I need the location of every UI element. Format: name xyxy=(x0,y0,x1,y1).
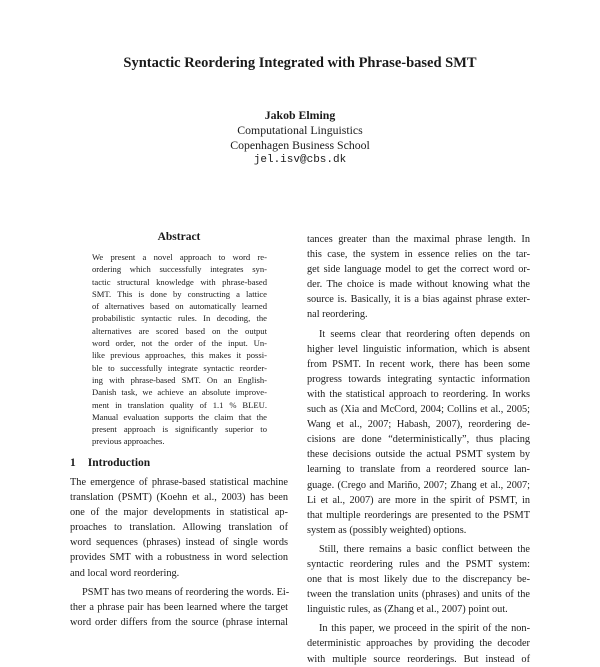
text-line: nal reordering. xyxy=(307,309,368,321)
text-line: PSMT has two means of reordering the words. Ei- xyxy=(82,586,290,598)
paragraph xyxy=(70,475,288,581)
text-line: linguistic rules, as (Zhang et al., 2007) point out. xyxy=(307,604,508,616)
author-name: Jakob Elming xyxy=(264,108,336,122)
text-line: ordering which successfully integrates syn- xyxy=(92,264,267,275)
text-line: from PSMT. In recent work, there has been some xyxy=(307,358,530,370)
text-line: one of the major developments in statistical ap- xyxy=(70,507,288,519)
text-line: learning to translate from a reordered source lan- xyxy=(307,464,530,476)
text-line: der. The choice is made without knowing what the xyxy=(307,279,530,291)
text-line: In this paper, we proceed in the spirit of the non- xyxy=(319,623,530,635)
text-line: system as (possibly weighted) options. xyxy=(307,524,467,536)
text-line: proaches to translation. Allowing translation of xyxy=(70,522,288,534)
section-title: Introduction xyxy=(87,457,151,469)
author-affiliation-school: Copenhagen Business School xyxy=(230,138,370,152)
paragraph xyxy=(92,251,267,448)
author-block xyxy=(0,108,600,168)
text-line: like previous approaches, this makes it possi- xyxy=(92,350,267,361)
text-line: probabilistic syntactic rules. In decoding, the xyxy=(92,313,267,324)
text-line: one that is most likely due to the discrepancy be- xyxy=(307,574,530,586)
text-line: tween the translation units (phrases) and units of the xyxy=(307,589,530,601)
text-line: tactic structural knowledge with phrase-based xyxy=(92,276,267,287)
paragraph xyxy=(307,621,530,666)
paragraph xyxy=(307,327,530,538)
text-line: The emergence of phrase-based statistical machine xyxy=(70,477,288,488)
paragraph xyxy=(307,232,530,323)
text-line: ing with phrase-based SMT. On an English- xyxy=(92,374,267,385)
text-line: Wang et al., 2007; Habash, 2007), reordering de- xyxy=(307,419,530,431)
text-line: with multiple source reorderings. But instead of xyxy=(307,653,530,665)
text-line: that multiple reorderings are presented to the PSMT xyxy=(307,509,530,521)
text-line: alternatives are scored based on the output xyxy=(92,325,267,336)
text-line: with the statistical approach to reordering. In works xyxy=(307,388,530,400)
text-line: ment in translation quality of 1.1 % BLEU. xyxy=(92,399,267,410)
text-line: Still, there remains a basic conflict between the xyxy=(319,543,530,555)
text-line: syntactic reordering rules and the PSMT system: xyxy=(307,558,530,570)
text-line: Li et al., 2007) are more in the spirit of PSMT, in xyxy=(307,494,530,506)
text-line: higher level linguistic information, which is absent xyxy=(307,343,530,355)
abstract-heading: Abstract xyxy=(157,231,201,243)
text-line: cisions are done “deterministically”, thus placing xyxy=(307,434,530,446)
text-line: such as (Xia and McCord, 2004; Collins et al., 2005; xyxy=(307,404,530,416)
text-line: word sequences (phrases) instead of single words xyxy=(70,537,288,549)
paper-title: Syntactic Reordering Integrated with Phrase-based SMT xyxy=(123,55,477,71)
section-number: 1 xyxy=(70,457,76,469)
text-line: progress towards integrating syntactic information xyxy=(307,373,530,385)
text-line: We present a novel approach to word re- xyxy=(92,252,267,262)
text-line: It seems clear that reordering often depends on xyxy=(319,328,530,340)
text-line: get side language model to get the correct word or- xyxy=(307,264,530,276)
abstract-body xyxy=(92,251,267,448)
author-affiliation-dept: Computational Linguistics xyxy=(237,123,363,137)
text-line: and local word reordering. xyxy=(70,567,180,579)
text-line: Manual evaluation supports the claim that the xyxy=(92,411,267,422)
text-line: Danish task, we achieve an absolute improve- xyxy=(92,387,267,398)
paragraph xyxy=(70,585,288,630)
text-line: of alternatives based on automatically learned xyxy=(92,301,267,312)
text-line: provides SMT with a robustness in word selection xyxy=(70,552,288,564)
text-line: tances greater than the maximal phrase length. In xyxy=(307,234,530,245)
text-line: word order differs from the source (phrase internal xyxy=(70,616,288,628)
text-line: word order, not the order of the input. Un- xyxy=(92,338,267,349)
text-line: ble to successfully integrate syntactic reorder- xyxy=(92,362,267,373)
text-line: SMT. This is done by constructing a lattice xyxy=(92,288,267,299)
text-line: translation (PSMT) (Koehn et al., 2003) has been xyxy=(70,492,288,504)
section-heading xyxy=(70,457,288,469)
text-line: ther a phrase pair has been learned where the target xyxy=(70,601,288,613)
paragraph xyxy=(307,542,530,617)
text-line: deterministic approaches by providing the decoder xyxy=(307,638,530,650)
author-email: jel.isv@cbs.dk xyxy=(253,154,347,166)
text-line: these decisions outside the actual PSMT system by xyxy=(307,449,530,461)
text-line: source is. Basically, it is a bias against phrase exter- xyxy=(307,294,530,306)
right-column-body xyxy=(307,232,530,667)
text-line: present approach is significantly superior to xyxy=(92,424,267,435)
text-line: previous approaches. xyxy=(92,436,165,447)
text-line: this case, the system in essence relies on the tar- xyxy=(307,249,530,261)
text-line: guage. (Crego and Mariño, 2007; Zhang et al., 2007; xyxy=(307,479,530,491)
introduction-body xyxy=(70,475,288,630)
